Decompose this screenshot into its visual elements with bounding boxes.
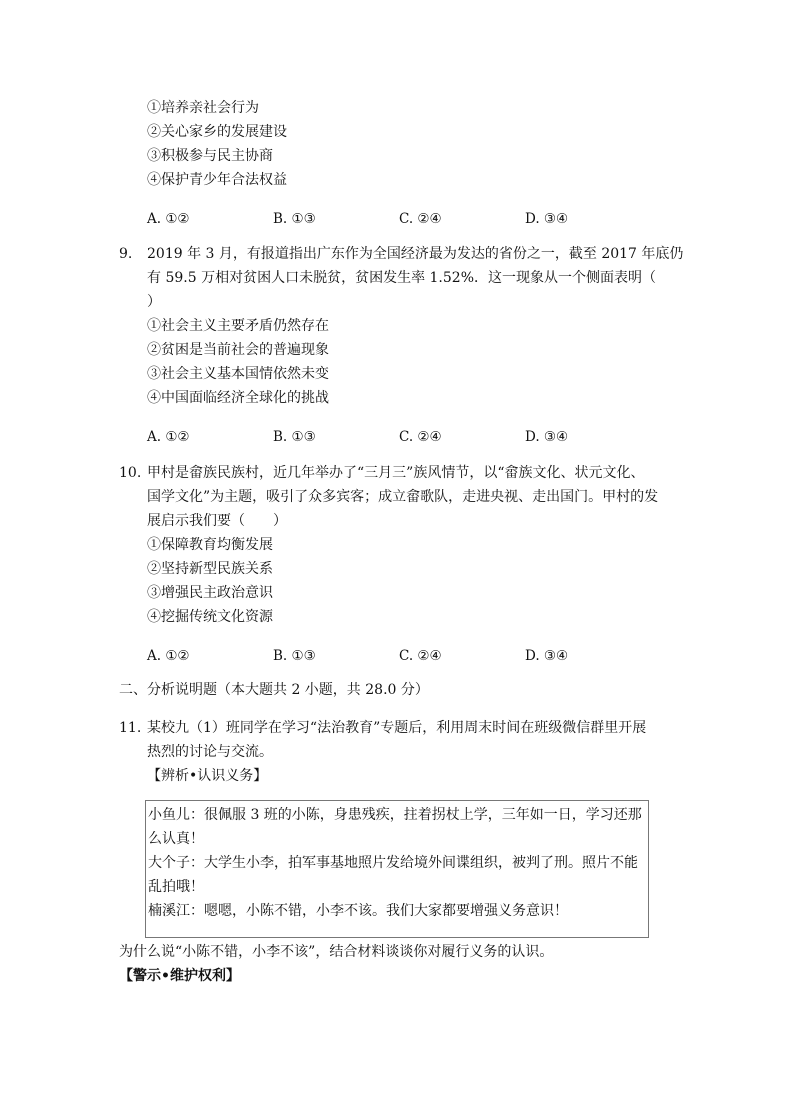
q9-statement-2: ②贫困是当前社会的普遍现象: [147, 342, 329, 358]
q8-option-b: B. ①③: [273, 211, 316, 227]
q9-statement-3: ③社会主义基本国情依然未变: [147, 366, 329, 382]
section-title: 二、分析说明题（本大题共 2 小题，共 28.0 分）: [119, 682, 429, 698]
q10-option-b: B. ①③: [273, 648, 316, 664]
q10-stem-line-2: 国学文化”为主题，吸引了众多宾客；成立畲歌队，走进央视、走出国门。甲村的发: [147, 489, 659, 505]
material-line-3: 大个子：大学生小李，拍军事基地照片发给境外间谍组织，被判了刑。照片不能: [148, 855, 638, 871]
q10-number: 10.: [119, 465, 142, 481]
q9-stem-line-2: 有 59.5 万相对贫困人口未脱贫，贫困发生率 1.52%．这一现象从一个侧面表明（: [147, 270, 656, 286]
q10-option-d: D. ③④: [525, 648, 569, 664]
q10-stem-line-3: 展启示我们要（ ）: [147, 513, 287, 529]
material-line-1: 小鱼儿：很佩服 3 班的小陈，身患残疾，拄着拐杖上学，三年如一日，学习还那: [148, 807, 642, 823]
material-line-5: 楠溪江：嗯嗯，小陈不错，小李不该。我们大家都要增强义务意识！: [148, 903, 568, 919]
q8-statement-3: ③积极参与民主协商: [147, 148, 273, 164]
material-line-4: 乱拍哦！: [148, 879, 204, 895]
q9-statement-4: ④中国面临经济全球化的挑战: [147, 390, 329, 406]
q10-statement-4: ④挖掘传统文化资源: [147, 609, 273, 625]
q8-option-a: A. ①②: [147, 211, 190, 227]
q10-statement-1: ①保障教育均衡发展: [147, 537, 273, 553]
q9-option-c: C. ②④: [399, 429, 442, 445]
q8-statement-1: ①培养亲社会行为: [147, 100, 259, 116]
q9-option-b: B. ①③: [273, 429, 316, 445]
q11-stem-line-1: 某校九（1）班同学在学习“法治教育”专题后，利用周末时间在班级微信群里开展: [147, 720, 647, 736]
q11-question: 为什么说“小陈不错，小李不该”，结合材料谈谈你对履行义务的认识。: [119, 944, 554, 960]
q11-stem-line-2: 热烈的讨论与交流。: [147, 744, 273, 760]
q8-option-c: C. ②④: [399, 211, 442, 227]
q11-subheading-2: 【警示•维护权利】: [119, 968, 240, 984]
q10-option-a: A. ①②: [147, 648, 190, 664]
q10-statement-3: ③增强民主政治意识: [147, 585, 273, 601]
q9-stem-line-1: 2019 年 3 月，有报道指出广东作为全国经济最为发达的省份之一，截至 2017 年底仍: [147, 246, 684, 262]
q9-number: 9.: [119, 246, 133, 262]
q8-statement-4: ④保护青少年合法权益: [147, 172, 287, 188]
material-line-2: 么认真！: [148, 831, 204, 847]
q10-stem-line-1: 甲村是畲族民族村，近几年举办了“三月三”族风情节，以“畲族文化、状元文化、: [147, 465, 645, 481]
q8-statement-2: ②关心家乡的发展建设: [147, 124, 287, 140]
q9-statement-1: ①社会主义主要矛盾仍然存在: [147, 318, 329, 334]
q10-option-c: C. ②④: [399, 648, 442, 664]
q9-option-a: A. ①②: [147, 429, 190, 445]
q9-stem-line-3: ）: [147, 294, 161, 310]
q11-subheading-1: 【辨析•认识义务】: [147, 768, 268, 784]
q9-option-d: D. ③④: [525, 429, 569, 445]
q11-number: 11.: [119, 720, 142, 736]
q8-option-d: D. ③④: [525, 211, 569, 227]
q10-statement-2: ②坚持新型民族关系: [147, 561, 273, 577]
